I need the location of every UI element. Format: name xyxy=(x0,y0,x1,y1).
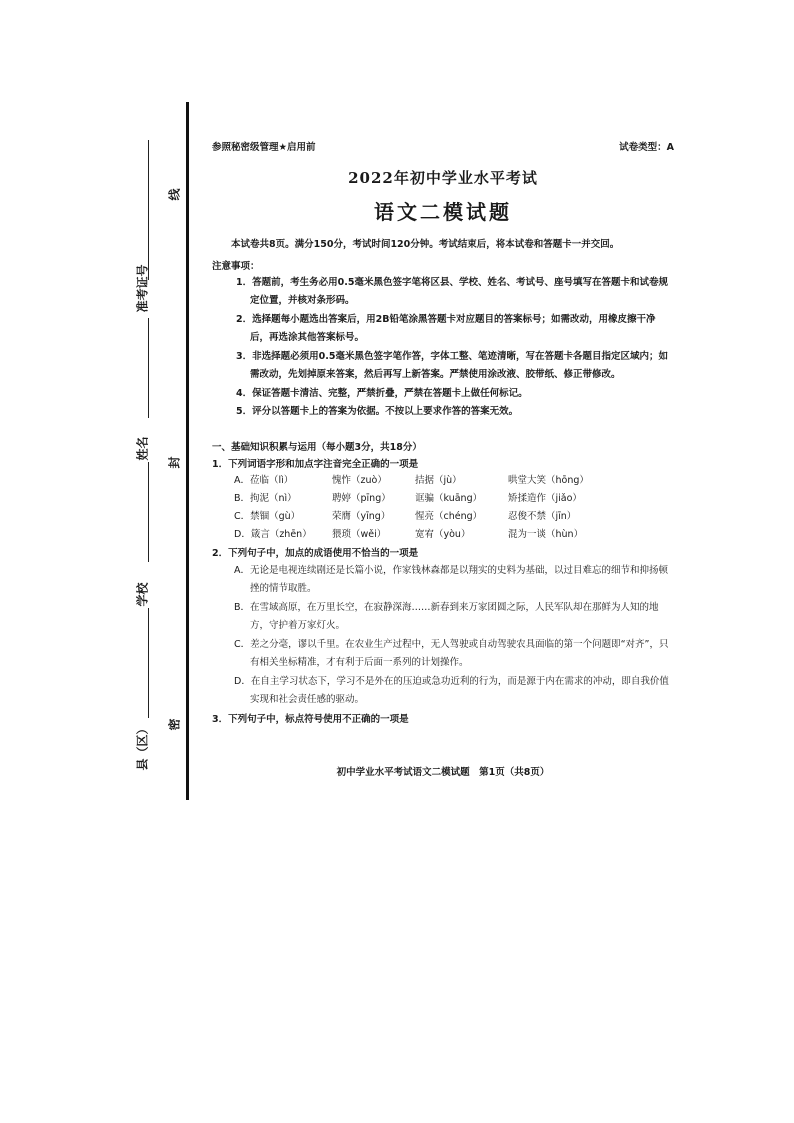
page-footer: 初中学业水平考试语文二模试题 第1页（共8页） xyxy=(336,767,550,778)
intro-text: 本试卷共8页。满分150分，考试时间120分钟。考试结束后，将本试卷和答题卡一并交回。 xyxy=(231,239,620,250)
field-label-name: 姓名 xyxy=(135,436,150,461)
notice-item: 1．答题前，考生务必用0.5毫米黑色签字笔将区县、学校、姓名、考试号、座号填写在答题卡和试卷规定位置，并核对条形码。 xyxy=(236,276,668,307)
q1-option-a-1: A．莅临（lì） xyxy=(234,475,294,487)
q1-option-d-1: D．箴言（zhēn） xyxy=(234,529,312,541)
paper-type: 试卷类型：A xyxy=(619,142,674,153)
q1-option-b-2: 聘婷（pīng） xyxy=(332,493,391,505)
binding-mark-line: 线 xyxy=(167,188,182,201)
header-row xyxy=(212,140,674,160)
q1-option-d-4: 混为一谈（hùn） xyxy=(508,529,584,541)
notice-item: 2．选择题每小题选出答案后，用2B铅笔涂黑答题卡对应题目的答案标号；如需改动，用橡皮擦干净后，再选涂其他答案标号。 xyxy=(236,313,656,344)
blank-line-school xyxy=(148,608,149,718)
q1-option-b-3: 诓骗（kuāng） xyxy=(415,493,483,505)
field-label-school: 学校 xyxy=(135,582,150,607)
field-label-county: 县（区） xyxy=(135,722,150,771)
exam-title: 2022年初中学业水平考试 xyxy=(348,169,538,187)
question-2-stem: 2．下列句子中，加点的成语使用不恰当的一项是 xyxy=(212,548,419,560)
q1-option-b-1: B．拘泥（nì） xyxy=(234,493,297,505)
notice-item: 4．保证答题卡清洁、完整，严禁折叠，严禁在答题卡上做任何标记。 xyxy=(236,387,528,399)
binding-mark-close: 密 xyxy=(167,718,182,731)
section-title: 一、基础知识积累与运用（每小题3分，共18分） xyxy=(212,441,422,453)
exam-subtitle: 语文二模试题 xyxy=(374,200,512,224)
q1-option-a-3: 拮据（jù） xyxy=(415,475,462,487)
q2-choice-a: A．无论是电视连续剧还是长篇小说，作家钱林森都是以翔实的史料为基础，以过目难忘的细节和抑扬顿挫的情节取胜。 xyxy=(234,564,669,595)
q2-choice-d: D．在自主学习状态下，学习不是外在的压迫或急功近利的行为，而是源于内在需求的冲动，即自我价值实现和社会责任感的驱动。 xyxy=(234,675,669,706)
q1-option-b-4: 矫揉造作（jiǎo） xyxy=(508,493,582,505)
q2-choice-b: B．在雪域高原，在万里长空，在寂静深海……新春到来万家团圆之际，人民军队却在那鲜为人知的地方，守护着万家灯火。 xyxy=(234,601,659,632)
notice-item: 5．评分以答题卡上的答案为依据。不按以上要求作答的答案无效。 xyxy=(236,406,519,418)
exam-content xyxy=(212,140,674,727)
blank-line-exam-no xyxy=(148,140,149,280)
binding-line xyxy=(186,102,189,800)
field-label-exam-no: 准考证号 xyxy=(135,264,150,313)
confidential-label: 参照秘密级管理★启用前 xyxy=(212,142,316,153)
notice-title: 注意事项： xyxy=(212,260,260,272)
binding-mark-seal: 封 xyxy=(167,456,182,469)
q1-option-c-1: C．禁锢（gù） xyxy=(234,511,301,523)
question-1-stem: 1．下列词语字形和加点字注音完全正确的一项是 xyxy=(212,459,419,471)
q2-choice-c: C．差之分毫，谬以千里。在农业生产过程中，无人驾驶或自动驾驶农具面临的第一个问题即“对齐”，只有相关坐标精准，才有利于后面一系列的计划操作。 xyxy=(234,638,669,669)
q1-option-a-4: 哄堂大笑（hōng） xyxy=(508,475,589,487)
notice-item: 3．非选择题必须用0.5毫米黑色签字笔作答，字体工整、笔迹清晰，写在答题卡各题目指定区域内；如需改动，先划掉原来答案，然后再写上新答案。严禁使用涂改液、胶带纸、修正带修改。 xyxy=(236,350,668,381)
blank-line-name-top xyxy=(148,318,149,418)
question-1-options xyxy=(212,472,674,544)
question-3-stem: 3．下列句子中，标点符号使用不正确的一项是 xyxy=(212,713,409,725)
q1-option-c-3: 惺亮（chéng） xyxy=(415,511,483,523)
q1-option-d-3: 宽宥（yòu） xyxy=(415,529,471,541)
q1-option-d-2: 猥琐（wěi） xyxy=(332,529,387,541)
q1-option-c-4: 忍俊不禁（jīn） xyxy=(508,511,577,523)
q1-option-c-2: 荣膺（yīng） xyxy=(332,511,391,523)
q1-option-a-2: 愧怍（zuò） xyxy=(332,475,387,487)
blank-line-name xyxy=(148,462,149,562)
notice-list xyxy=(212,274,674,422)
